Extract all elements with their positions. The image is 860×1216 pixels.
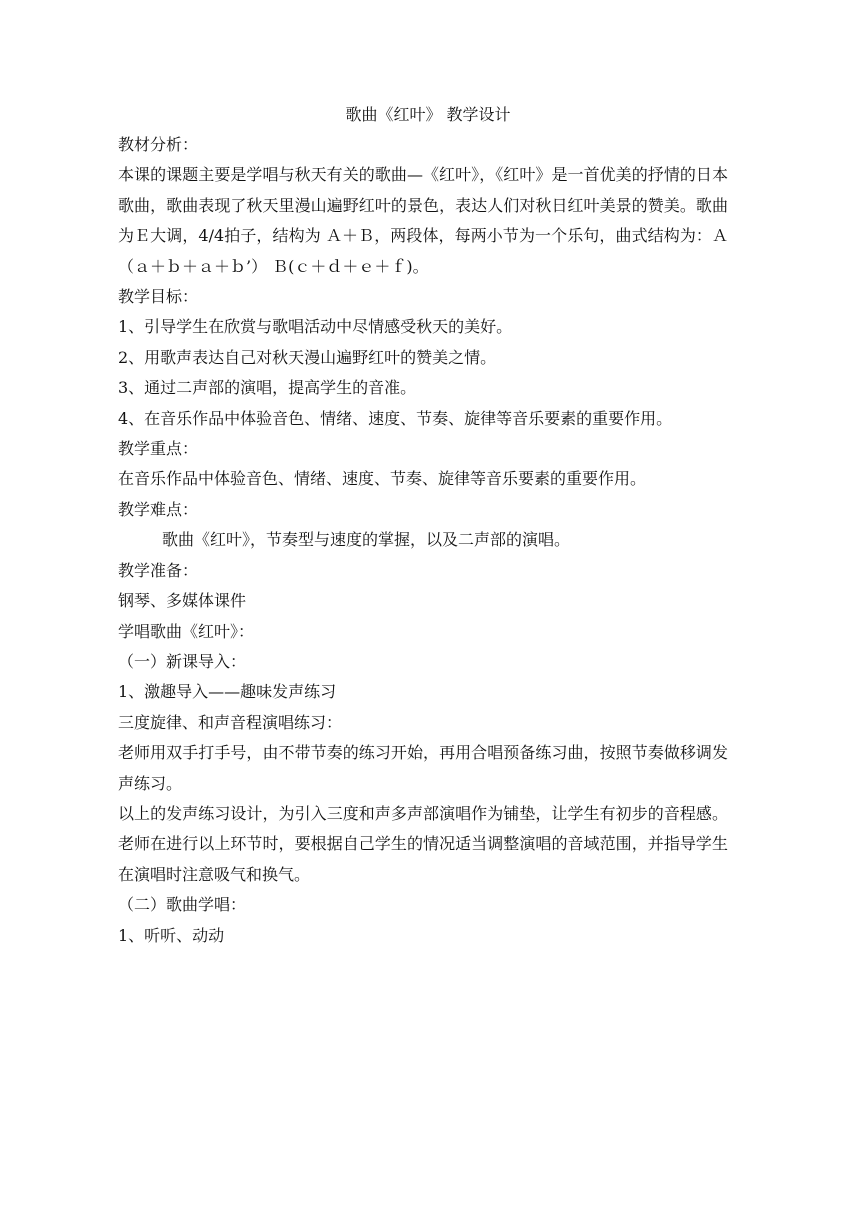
document-title: 歌曲《红叶》 教学设计 bbox=[345, 105, 511, 124]
document-page bbox=[118, 100, 728, 951]
preparation-heading: 教学准备： bbox=[118, 560, 199, 580]
part-2-heading: （二）歌曲学唱： bbox=[118, 895, 247, 915]
part-1-subheading: 三度旋律、和声音程演唱练习： bbox=[118, 712, 343, 732]
key-points-body: 在音乐作品中体验音色、情绪、速度、节奏、旋律等音乐要素的重要作用。 bbox=[118, 469, 647, 489]
part-1-body-2: 以上的发声练习设计，为引入三度和声多声部演唱作为铺垫，让学生有初步的音程感。老师在进行以上环节时，要根据自己学生的情况适当调整演唱的音域范围，并指导学生在演唱时注意吸气和换气。 bbox=[118, 803, 728, 884]
analysis-body: 本课的课题主要是学唱与秋天有关的歌曲—《红叶》，《红叶》是一首优美的抒情的日本歌曲，歌曲表现了秋天里漫山遍野红叶的景色，表达人们对秋日红叶美景的赞美。歌曲为Ｅ大调，4/4拍子，结构为 Ａ＋Ｂ，两段体，每两小节为一个乐句，曲式结构为：Ａ（ａ＋ｂ＋ａ＋ｂ’） Ｂ(ｃ＋ｄ＋ｅ＋ｆ)。 bbox=[118, 165, 728, 276]
difficulty-body: 歌曲《红叶》，节奏型与速度的掌握，以及二声部的演唱。 bbox=[162, 530, 571, 550]
goal-item-2: 2、用歌声表达自己对秋天漫山遍野红叶的赞美之情。 bbox=[118, 347, 497, 367]
analysis-heading: 教材分析： bbox=[118, 135, 199, 154]
key-points-heading: 教学重点： bbox=[118, 439, 199, 459]
goals-heading: 教学目标： bbox=[118, 287, 199, 307]
goal-item-1: 1、引导学生在欣赏与歌唱活动中尽情感受秋天的美好。 bbox=[118, 317, 513, 337]
learn-song-heading: 学唱歌曲《红叶》： bbox=[118, 621, 255, 641]
difficulty-heading: 教学难点： bbox=[118, 499, 199, 519]
part-1-heading: （一）新课导入： bbox=[118, 651, 247, 671]
goal-item-4: 4、在音乐作品中体验音色、情绪、速度、节奏、旋律等音乐要素的重要作用。 bbox=[118, 408, 673, 428]
preparation-body: 钢琴、多媒体课件 bbox=[118, 591, 247, 611]
part-1-body-1: 老师用双手打手号，由不带节奏的练习开始，再用合唱预备练习曲，按照节奏做移调发声练习。 bbox=[118, 743, 728, 793]
goal-item-3: 3、通过二声部的演唱，提高学生的音准。 bbox=[118, 378, 417, 398]
part-1-item-1: 1、激趣导入——趣味发声练习 bbox=[118, 682, 337, 702]
part-2-item-1: 1、听听、动动 bbox=[118, 925, 225, 945]
